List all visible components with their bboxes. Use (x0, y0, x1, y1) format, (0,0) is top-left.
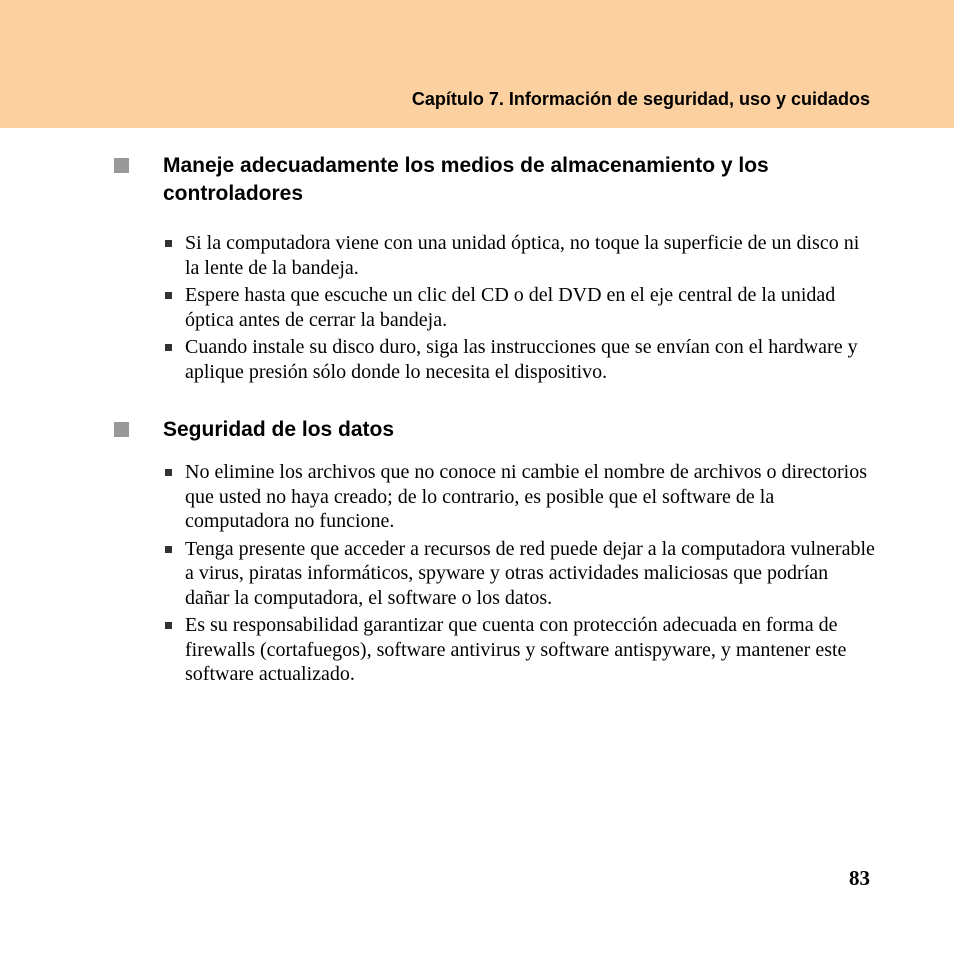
list-item-text: Cuando instale su disco duro, siga las instrucciones que se envían con el hardware y aplique presión sólo donde lo necesita el dispositivo. (185, 336, 858, 383)
page-number: 83 (849, 866, 870, 890)
section-heading-text: Seguridad de los datos (163, 418, 395, 441)
list-item (185, 335, 875, 384)
list-item (185, 231, 875, 280)
list-item (185, 537, 875, 611)
small-square-bullet-icon (165, 546, 172, 553)
list-item-text: Tenga presente que acceder a recursos de red puede dejar a la computadora vulnerable a virus, piratas informáticos, spyware y otras actividades maliciosas que podrían dañar la computadora, el software o los datos. (185, 537, 875, 609)
header-band (0, 0, 954, 128)
section-data-security (0, 416, 954, 690)
small-square-bullet-icon (165, 622, 172, 629)
section-heading-text: Maneje adecuadamente los medios de almacenamiento y los controladores (163, 154, 769, 205)
list-item-text: Espere hasta que escuche un clic del CD o del DVD en el eje central de la unidad óptica antes de cerrar la bandeja. (185, 284, 836, 331)
bullet-list (185, 460, 875, 687)
square-bullet-icon (114, 422, 129, 437)
small-square-bullet-icon (165, 469, 172, 476)
small-square-bullet-icon (165, 240, 172, 247)
section-heading (163, 416, 878, 444)
chapter-title: Capítulo 7. Información de seguridad, uso y cuidados (411, 89, 870, 109)
list-item-text: Es su responsabilidad garantizar que cuenta con protección adecuada en forma de firewalls (cortafuegos), software antivirus y software antispyware, y mantener este software actualizado. (185, 614, 847, 685)
list-item (185, 283, 875, 332)
bullet-list (185, 231, 875, 384)
list-item-text: No elimine los archivos que no conoce ni cambie el nombre de archivos o directorios que usted no haya creado; de lo contrario, es posible que el software de la computadora no funcione. (185, 461, 868, 532)
section-storage-media (0, 152, 954, 387)
small-square-bullet-icon (165, 344, 172, 351)
list-item-text: Si la computadora viene con una unidad óptica, no toque la superficie de un disco ni la lente de la bandeja. (185, 232, 860, 279)
small-square-bullet-icon (165, 292, 172, 299)
section-heading (163, 152, 878, 208)
list-item (185, 613, 875, 687)
list-item (185, 460, 875, 534)
square-bullet-icon (114, 158, 129, 173)
